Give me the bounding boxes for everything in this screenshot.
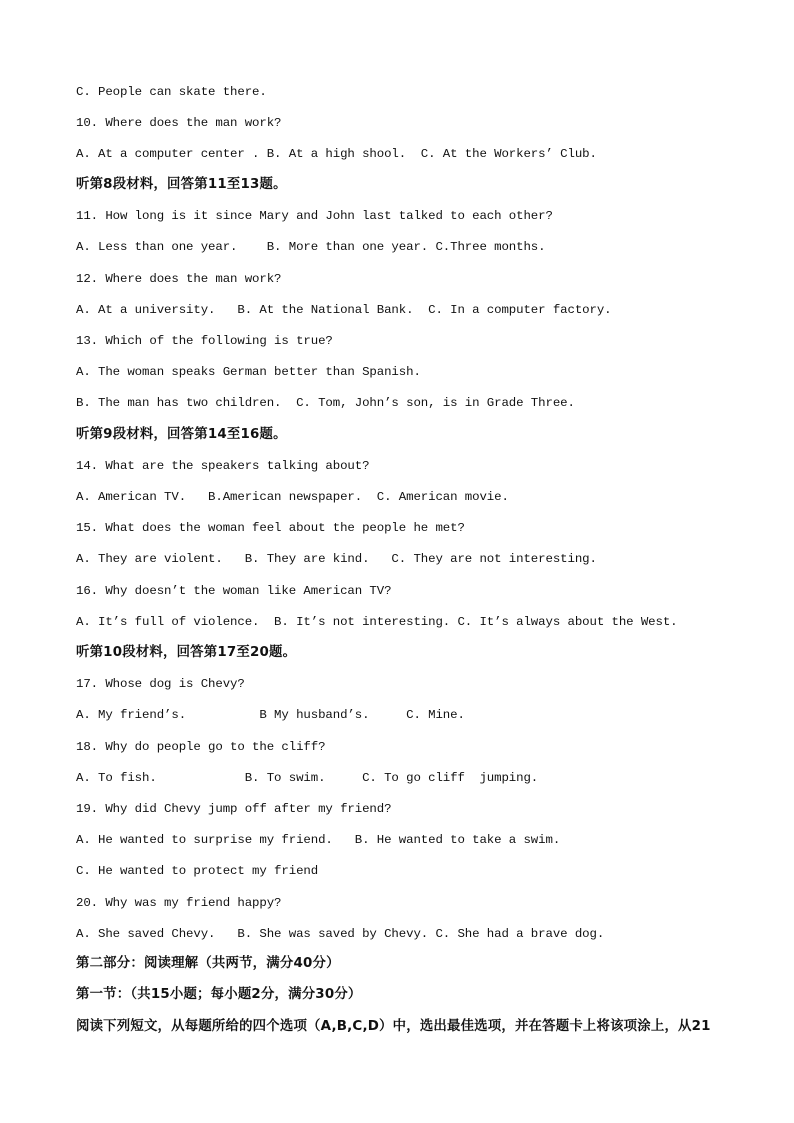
question-19: 19. Why did Chevy jump off after my friend? (76, 802, 392, 816)
question-11: 11. How long is it since Mary and John last talked to each other? (76, 209, 553, 223)
option-line-9c: C. People can skate there. (76, 85, 267, 99)
section-one-heading: 第一节：（共15小题；每小题2分，满分30分） (76, 987, 362, 1002)
question-20: 20. Why was my friend happy? (76, 896, 282, 910)
options-19-ab: A. He wanted to surprise my friend. B. He wanted to take a swim. (76, 833, 561, 847)
options-18: A. To fish. B. To swim. C. To go cliff jumping. (76, 771, 539, 785)
options-11: A. Less than one year. B. More than one year. C.Three months. (76, 240, 546, 254)
options-17: A. My friend’s. B My husband’s. C. Mine. (76, 708, 465, 722)
options-20: A. She saved Chevy. B. She was saved by Chevy. C. She had a brave dog. (76, 927, 605, 941)
question-17: 17. Whose dog is Chevy? (76, 677, 245, 691)
question-16: 16. Why doesn’t the woman like American TV? (76, 584, 392, 598)
question-13: 13. Which of the following is true? (76, 334, 333, 348)
section-heading-9: 听第9段材料，回答第14至16题。 (76, 427, 287, 442)
options-19-c: C. He wanted to protect my friend (76, 864, 319, 878)
options-10: A. At a computer center . B. At a high shool. C. At the Workers’ Club. (76, 147, 597, 161)
options-14: A. American TV. B.American newspaper. C. American movie. (76, 490, 509, 504)
options-15: A. They are violent. B. They are kind. C. They are not interesting. (76, 552, 597, 566)
options-13-bc: B. The man has two children. C. Tom, John’s son, is in Grade Three. (76, 396, 575, 410)
section-heading-8: 听第8段材料，回答第11至13题。 (76, 177, 287, 192)
options-13-a: A. The woman speaks German better than Spanish. (76, 365, 421, 379)
question-12: 12. Where does the man work? (76, 272, 282, 286)
question-15: 15. What does the woman feel about the people he met? (76, 521, 465, 535)
part-two-heading: 第二部分：阅读理解（共两节，满分40分） (76, 956, 340, 971)
question-18: 18. Why do people go to the cliff? (76, 740, 326, 754)
question-10: 10. Where does the man work? (76, 116, 282, 130)
reading-instructions: 阅读下列短文，从每题所给的四个选项（A,B,C,D）中，选出最佳选项，并在答题卡上将该项涂上，从21 (76, 1019, 711, 1034)
question-14: 14. What are the speakers talking about? (76, 459, 370, 473)
section-heading-10: 听第10段材料，回答第17至20题。 (76, 645, 297, 660)
options-16: A. It’s full of violence. B. It’s not interesting. C. It’s always about the West. (76, 615, 678, 629)
options-12: A. At a university. B. At the National Bank. C. In a computer factory. (76, 303, 612, 317)
